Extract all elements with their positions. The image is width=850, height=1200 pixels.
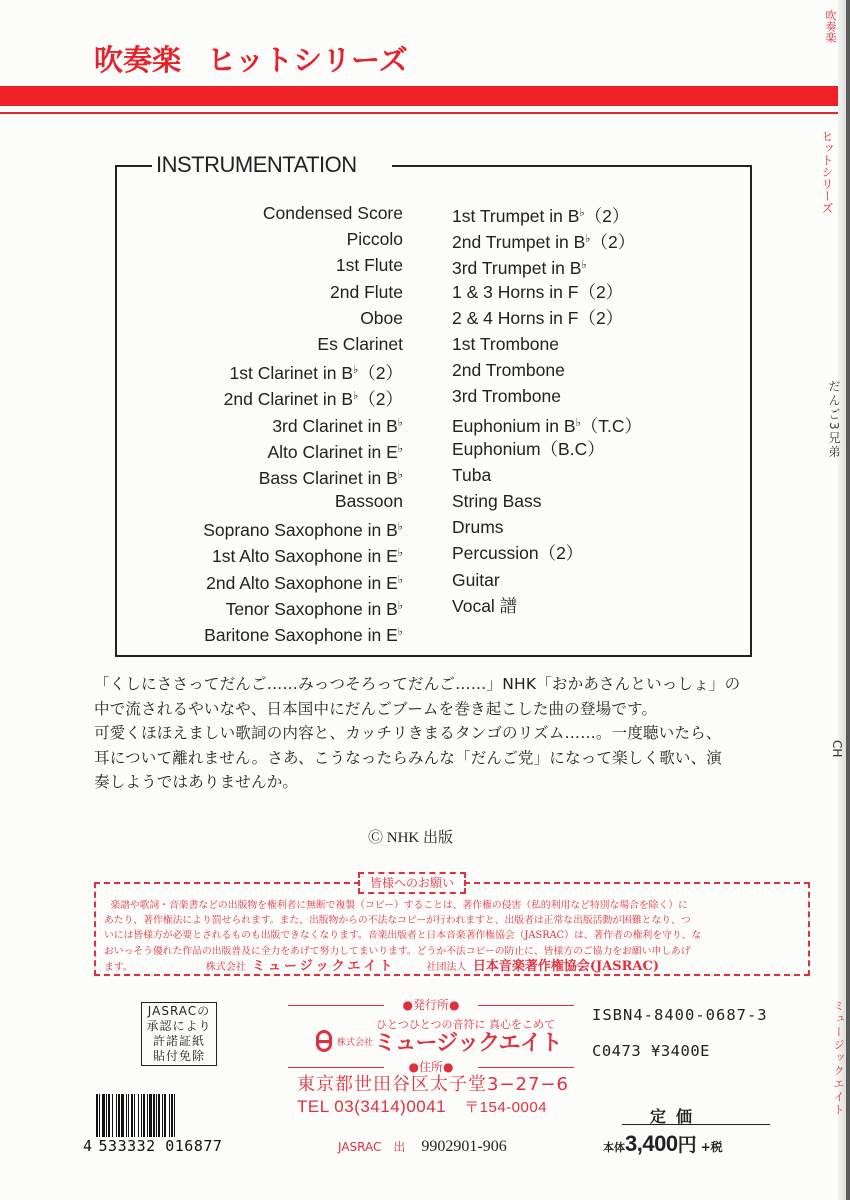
copyright-notice: Ⓒ NHK 出版 [368,830,453,846]
notice-line: あたり、著作権法により罰せられます。また、出版物からの不法なコピーが行われますと、出版者は正常な出版活動が困難となり、つ [104,915,691,927]
description-line: 中で流されるやいなや、日本国中にだんごブームを巻き起こした曲の登場です。 [94,699,658,718]
publisher-label: ●発行所● [288,996,574,1014]
notice-text [104,898,804,975]
instrument-item: Euphonium（B.C） [452,438,605,459]
notice-label: 皆様へのお願い [358,872,466,894]
notice-line: いには皆様方が必要とされるものも出版できなくなります。音楽出版者と日本音楽著作権協会（JASRAC）は、著作者の権利を守り、な [104,930,702,942]
instrument-item: 1 & 3 Horns in F（2） [452,281,624,302]
isbn: ISBN4-8400-0687-3 [592,1006,768,1024]
instrument-item: 1st Alto Saxophone in E♭ [211,546,403,567]
instrument-item: Drums [452,517,504,538]
instrument-item: 1st Clarinet in B♭（2） [229,363,403,384]
instrument-item: 2nd Trumpet in B♭（2） [452,232,636,253]
c-code: C0473 ¥3400E [592,1042,710,1060]
instrument-item: Bassoon [334,491,403,512]
spine-code: CH [830,740,844,758]
instrument-item: 3rd Trombone [452,386,561,407]
instrument-item: Tuba [452,464,492,485]
notice-line: ます。 [104,961,133,973]
instrument-item: Guitar [452,569,500,590]
spine-edge [846,0,850,1200]
instrument-item: Piccolo [346,229,403,250]
instrument-item: 1st Trumpet in B♭（2） [452,206,630,226]
notice-line: 楽譜や歌詞・音楽書などの出版物を権利者に無断で複製（コピー）することは、著作権の侵害（私的利用など特別な場合を除く）に [110,900,688,911]
instrument-item: Alto Clarinet in E♭ [267,441,403,462]
description-line: 奏しようではありませんか。 [94,773,299,791]
header-red-line [0,112,845,114]
publisher-tel: TEL 03(3414)0041 〒154-0004 [297,1097,548,1116]
price-label: 定価 [650,1107,703,1126]
instrument-item: Bass Clarinet in B♭ [258,467,403,488]
publisher-address: 東京都世田谷区太子堂3−27−6 [297,1074,569,1095]
publisher-corp-prefix: 株式会社 [337,1038,374,1048]
spine-series: ヒットシリーズ [820,130,834,214]
series-title [94,38,408,79]
barcode-number: 4 533332 016877 [83,1137,223,1155]
instrumentation-title: INSTRUMENTATION [152,152,361,178]
price-divider [622,1124,770,1125]
instrument-item: Tenor Saxophone in B♭ [225,598,403,619]
description [94,672,810,795]
notice-line: おいっそう優れた作品の出版普及に全力をあげて努力してまいります。どうか不法コピーの防止に、皆様方のご協力をお願い申しあげ [104,945,691,957]
instrument-item: Oboe [360,307,403,328]
instrument-item: 2nd Clarinet in B♭（2） [223,389,403,410]
notice-signature-company: 株式会社 ミュージックエイト [205,958,396,974]
publisher-name: ミュージックエイト [374,1031,562,1056]
instrument-item: Soprano Saxophone in B♭ [203,520,403,541]
instrument-item: 2nd Flute [330,281,403,302]
instrument-item: Euphonium in B♭（T.C） [452,415,643,436]
spine-genre: 吹奏楽 [824,10,837,43]
instrument-item: 2nd Alto Saxophone in E♭ [206,572,403,593]
description-line: 耳について離れません。さあ、こうなったらみんな「だんご党」になって楽しく歌い、演 [94,748,723,767]
address-label: ●住所● [288,1058,574,1076]
description-line: 「くしにささってだんご……みっつそろってだんご……」NHK「おかあさんといっしょ」の [94,675,741,693]
instrument-item: Percussion（2） [452,543,584,564]
spine-publisher: ミュージックエイト [832,1000,845,1117]
jasrac-number: JASRAC 出 9902901-906 [338,1138,507,1155]
series-title-genre: 吹奏楽 [94,43,182,77]
instrument-item: 3rd Trumpet in B♭ [452,258,587,279]
publisher-slogan: ひとつひとつの音符に 真心をこめて [376,1018,556,1031]
instrument-item: Vocal 譜 [452,595,518,616]
publisher-logo-icon [316,1030,332,1052]
instrument-item: String Bass [452,491,542,512]
instrument-item: Es Clarinet [317,333,403,354]
instrument-item: 3rd Clarinet in B♭ [272,415,403,436]
instrument-item: 2 & 4 Horns in F（2） [452,307,624,328]
spine-title: だんご3兄弟 [827,380,841,460]
description-line: 可愛くほほえましい歌詞の内容と、カッチリきまるタンゴのリズム……。一度聴いたら、 [94,724,722,742]
instrument-item: 1st Flute [335,255,403,276]
instrument-item: 2nd Trombone [452,360,565,381]
instrument-list-right [452,200,642,619]
instrument-list-left [203,200,403,645]
series-title-name: ヒットシリーズ [207,43,408,77]
header-red-band [0,86,845,106]
notice-signature-assoc: 社団法人 日本音楽著作権協会(JASRAC) [426,958,659,974]
instrument-item: Baritone Saxophone in E♭ [204,625,403,645]
price: 本体3,400円 +税 [603,1131,723,1156]
instrument-item: 1st Trombone [452,333,559,354]
jasrac-stamp: JASRACの 承認により 許諾証紙 貼付免除 [141,1002,217,1066]
instrument-item: Condensed Score [262,203,403,223]
